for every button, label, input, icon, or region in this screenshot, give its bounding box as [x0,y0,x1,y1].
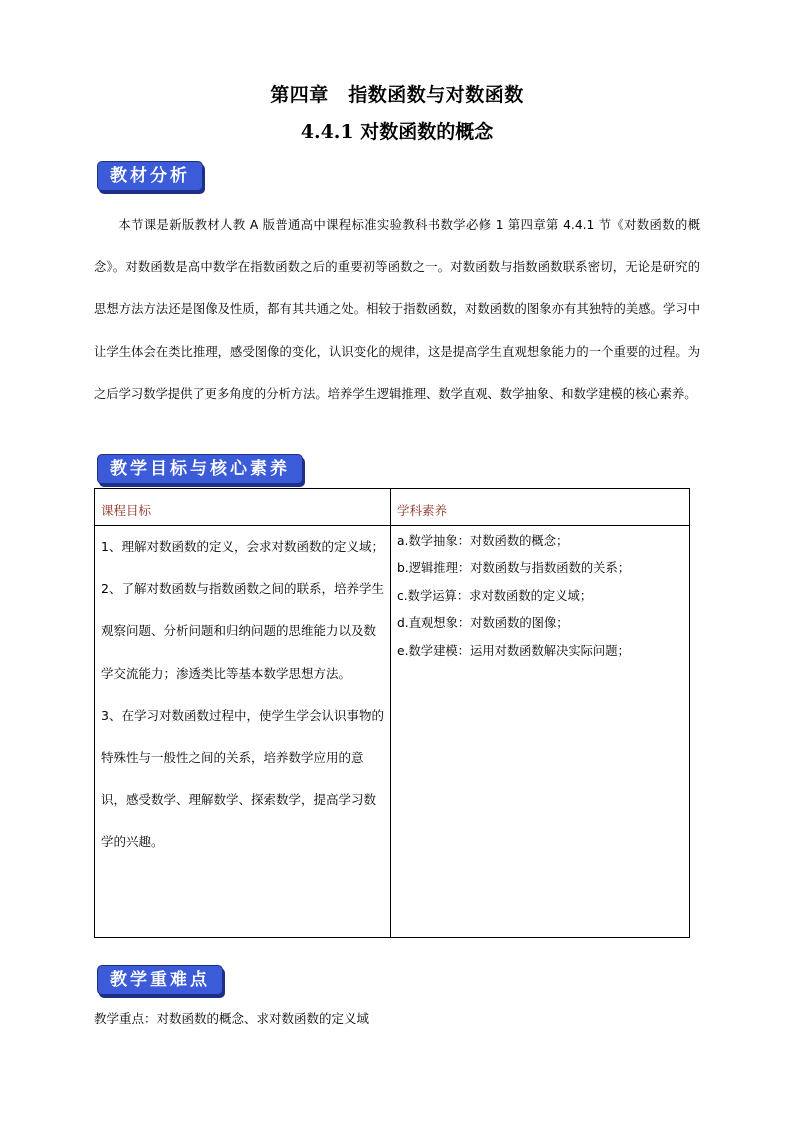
key-point-text: 教学重点：对数函数的概念、求对数函数的定义域 [94,1011,370,1026]
section-badge-key-points: 教学重难点 [97,965,223,995]
goal-item: 1、理解对数函数的定义，会求对数函数的定义域； [101,539,384,554]
goal-item: 3、在学习对数函数过程中，使学生学会认识事物的特殊性与一般性之间的关系，培养数学应用的意识，感受数学、理解数学、探索数学，提高学习数学的兴趣。 [101,707,384,850]
goals-table [94,488,690,938]
analysis-paragraph [94,204,700,415]
literacy-item: e.数学建模：运用对数函数解决实际问题； [397,643,630,658]
goal-item: 2、了解对数函数与指数函数之间的联系，培养学生观察问题、分析问题和归纳问题的思维能力以及数学交流能力；渗透类比等基本数学思想方法。 [101,581,384,681]
analysis-text: 本节课是新版教材人教 A 版普通高中课程标准实验教科书数学必修 1 第四章第 4.4.1 节《对数函数的概念》。对数函数是高中数学在指数函数之后的重要初等函数之一。对数函数与指数函数联系密切，无论是研究的思想方法方法还是图像及性质，都有其共通之处。相较于指数函数，对数函数的图象亦有其独特的美感。学习中让学生体会在类比推理，感受图像的变化，认识变化的规律，这是提高学生直观想象能力的一个重要的过程。为之后学习数学提供了更多角度的分析方法。培养学生逻辑推理、数学直观、数学抽象、和数学建模的核心素养。 [94,218,700,401]
literacy-item: b.逻辑推理：对数函数与指数函数的关系； [397,561,631,576]
table-header-course-goals: 课程目标 [95,489,391,526]
literacy-item: a.数学抽象：对数函数的概念； [397,534,569,548]
literacy-item: c.数学运算：求对数函数的定义域； [397,588,593,603]
section-badge-goals: 教学目标与核心素养 [97,454,303,484]
literacy-item: d.直观想象：对数函数的图像； [397,616,569,631]
literacy-cell [391,526,690,938]
section-title: 4.4.1 对数函数的概念 [300,121,494,143]
table-header-literacy: 学科素养 [391,489,690,526]
section-badge-analysis: 教材分析 [97,161,203,191]
chapter-title: 第四章 指数函数与对数函数 [270,84,524,106]
course-goals-cell [95,526,391,938]
